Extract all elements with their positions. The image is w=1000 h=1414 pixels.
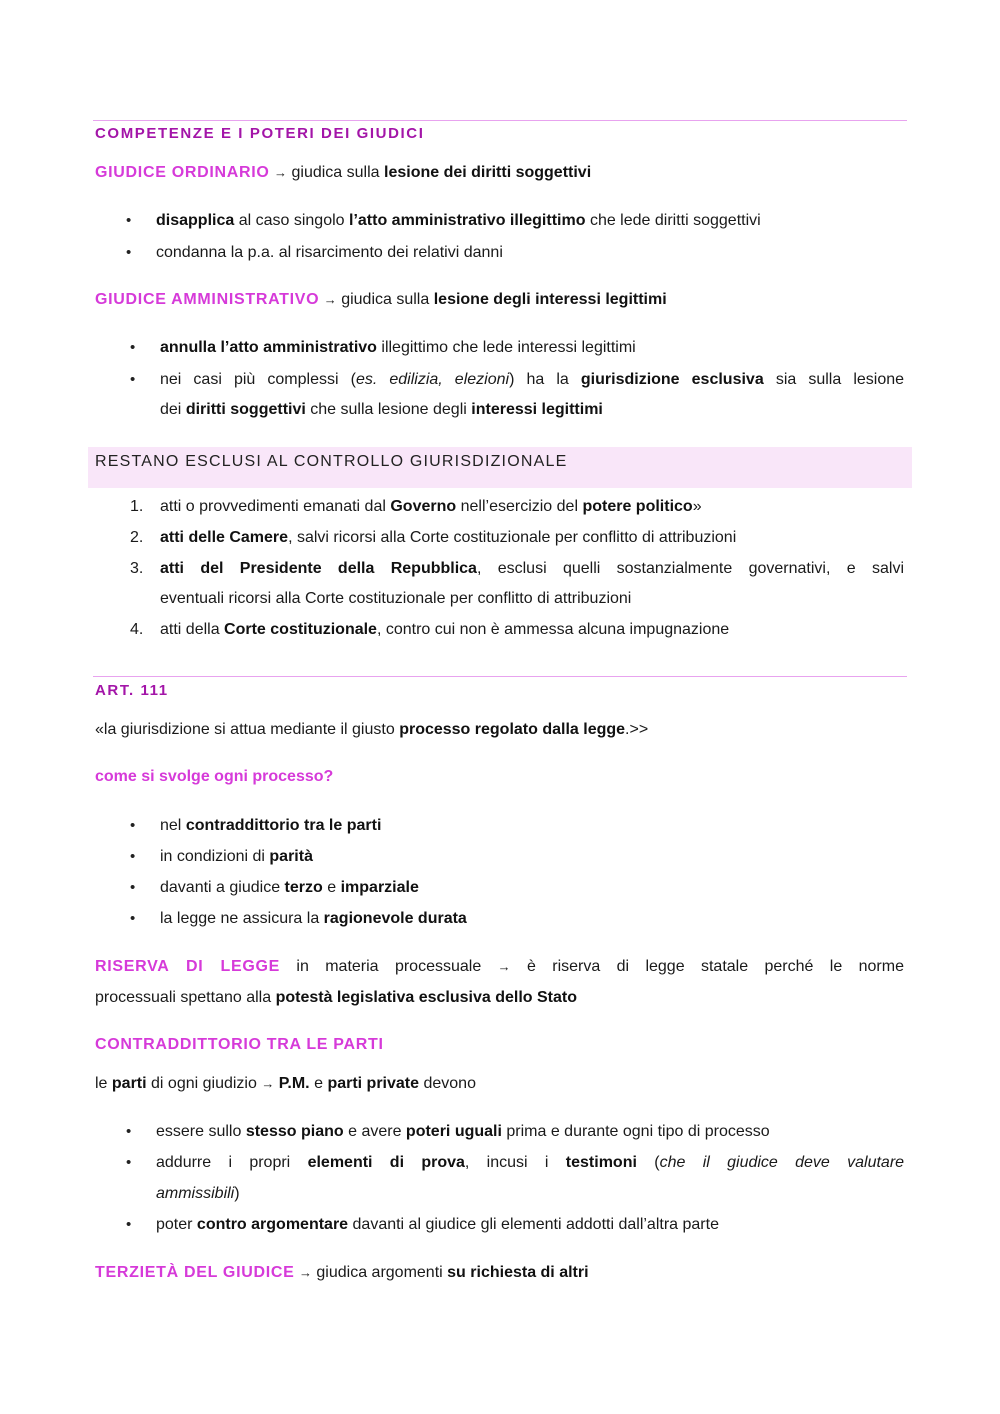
list-item: annulla l’atto amministrativo illegittimo che lede interessi legittimi [160, 339, 636, 356]
numbered-item-continuation: eventuali ricorsi alla Corte costituzionale per conflitto di attribuzioni [160, 590, 632, 607]
heading-restano-esclusi: RESTANO ESCLUSI AL CONTROLLO GIURISDIZIONALE [95, 453, 568, 470]
arrow-icon: → [298, 1265, 312, 1280]
heading-riserva-di-legge: RISERVA DI LEGGE [95, 958, 281, 975]
list-item: addurre i propri elementi di prova, incusi i testimoni (che il giudice deve valutare [156, 1154, 905, 1171]
bullet-icon: • [130, 910, 136, 927]
numbered-item: atti della Corte costituzionale, contro cui non è ammessa alcuna impugnazione [160, 621, 730, 638]
list-number: 4. [130, 621, 144, 638]
bullet-icon: • [130, 371, 136, 388]
section-divider [93, 120, 907, 121]
list-item: nel contraddittorio tra le parti [160, 817, 382, 834]
numbered-item: atti del Presidente della Repubblica, esclusi quelli sostanzialmente governativi, e salvi [160, 560, 904, 577]
list-number: 1. [130, 498, 144, 515]
bullet-icon: • [126, 1154, 132, 1171]
arrow-icon: → [497, 959, 511, 974]
bullet-icon: • [130, 817, 136, 834]
list-item: in condizioni di parità [160, 848, 313, 865]
terzieta-line: TERZIETÀ DEL GIUDICE → giudica argomenti su richiesta di altri [95, 1264, 589, 1281]
bullet-icon: • [126, 1216, 132, 1233]
bullet-icon: • [126, 1123, 132, 1140]
giudice-ordinario-line: GIUDICE ORDINARIO → giudica sulla lesione dei diritti soggettivi [95, 164, 592, 181]
arrow-icon: → [323, 292, 337, 307]
numbered-item: atti delle Camere, salvi ricorsi alla Corte costituzionale per conflitto di attribuzioni [160, 529, 737, 546]
list-number: 3. [130, 560, 144, 577]
heading-giudice-ordinario: GIUDICE ORDINARIO [95, 164, 270, 181]
section-divider [93, 676, 907, 677]
bullet-icon: • [130, 848, 136, 865]
bullet-icon: • [130, 339, 136, 356]
heading-terzieta: TERZIETÀ DEL GIUDICE [95, 1264, 295, 1281]
list-item: condanna la p.a. al risarcimento dei relativi danni [156, 244, 503, 261]
list-item: la legge ne assicura la ragionevole durata [160, 910, 467, 927]
bullet-icon: • [126, 212, 132, 229]
numbered-item: atti o provvedimenti emanati dal Governo nell’esercizio del potere politico» [160, 498, 702, 515]
list-item-continuation: ammissibili) [156, 1185, 240, 1202]
bullet-icon: • [126, 244, 132, 261]
list-item-continuation: dei diritti soggettivi che sulla lesione degli interessi legittimi [160, 401, 603, 418]
list-item: essere sullo stesso piano e avere poteri uguali prima e durante ogni tipo di processo [156, 1123, 770, 1140]
bullet-icon: • [130, 879, 136, 896]
giudice-amministrativo-line: GIUDICE AMMINISTRATIVO → giudica sulla lesione degli interessi legittimi [95, 291, 667, 308]
heading-giudice-amministrativo: GIUDICE AMMINISTRATIVO [95, 291, 320, 308]
arrow-icon: → [261, 1076, 275, 1091]
arrow-icon: → [274, 165, 288, 180]
list-item: disapplica al caso singolo l’atto amministrativo illegittimo che lede diritti soggettivi [156, 212, 761, 229]
list-item: poter contro argomentare davanti al giudice gli elementi addotti dall’altra parte [156, 1216, 719, 1233]
section-title-competenze: COMPETENZE E I POTERI DEI GIUDICI [95, 125, 425, 142]
section-title-art111: ART. 111 [95, 682, 169, 699]
list-number: 2. [130, 529, 144, 546]
list-item: nei casi più complessi (es. edilizia, elezioni) ha la giurisdizione esclusiva sia sulla lesione [160, 371, 905, 388]
contraddittorio-intro: le parti di ogni giudizio → P.M. e parti private devono [95, 1075, 476, 1092]
question-heading: come si svolge ogni processo? [95, 768, 334, 785]
art111-quote: «la giurisdizione si attua mediante il giusto processo regolato dalla legge.>> [95, 721, 649, 738]
riserva-paragraph-continuation: processuali spettano alla potestà legislativa esclusiva dello Stato [95, 989, 578, 1006]
riserva-paragraph: RISERVA DI LEGGE in materia processuale → è riserva di legge statale perché le norme [95, 958, 904, 975]
heading-contraddittorio: CONTRADDITTORIO TRA LE PARTI [95, 1036, 384, 1053]
list-item: davanti a giudice terzo e imparziale [160, 879, 419, 896]
